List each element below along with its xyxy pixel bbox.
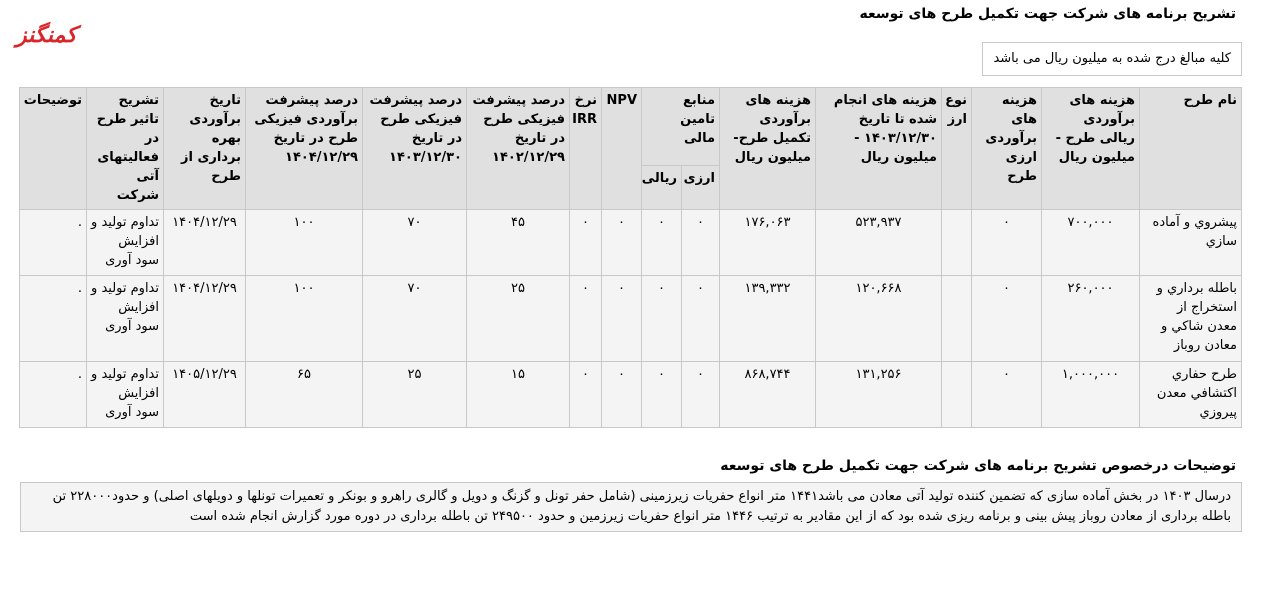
header-funding-fx: ارزی [682,166,720,210]
cell-progress-1402: ۱۵ [467,362,570,428]
cell-rial-cost: ۷۰۰,۰۰۰ [1042,210,1140,276]
cell-npv: ۰ [602,210,642,276]
header-notes: توضیحات [20,88,87,210]
header-progress-1402: درصد پیشرفت فیزیکی طرح در تاریخ ۱۴۰۲/۱۲/۲۹ [467,88,570,210]
cell-operation-date: ۱۴۰۴/۱۲/۲۹ [164,276,246,362]
cell-remaining: ۸۶۸,۷۴۴ [720,362,816,428]
cell-operation-date: ۱۴۰۵/۱۲/۲۹ [164,362,246,428]
header-progress-1403: درصد پیشرفت فیزیکی طرح در تاریخ ۱۴۰۳/۱۲/۳۰ [363,88,467,210]
table-row [20,362,1242,428]
cell-funding-fx: ۰ [682,210,720,276]
header-progress-1404: درصد پیشرفت برآوردی فیزیکی طرح در تاریخ ۱۴۰۴/۱۲/۲۹ [246,88,363,210]
cell-irr: ۰ [570,210,602,276]
cell-fx-type [942,276,972,362]
cell-progress-1403: ۷۰ [363,276,467,362]
company-logo: کمنگنز [16,22,77,48]
cell-spent: ۱۲۰,۶۶۸ [816,276,942,362]
cell-progress-1402: ۴۵ [467,210,570,276]
cell-funding-fx: ۰ [682,362,720,428]
header-fx-cost: هزینه های برآوردی ارزی طرح [972,88,1042,210]
header-npv: NPV [602,88,642,210]
cell-spent: ۵۲۳,۹۳۷ [816,210,942,276]
header-rial-cost: هزینه های برآوردی ریالی طرح - میلیون ریال [1042,88,1140,210]
cell-operation-date: ۱۴۰۴/۱۲/۲۹ [164,210,246,276]
header-fx-type: نوع ارز [942,88,972,210]
cell-rial-cost: ۱,۰۰۰,۰۰۰ [1042,362,1140,428]
cell-irr: ۰ [570,276,602,362]
cell-notes: . [20,276,87,362]
header-irr: نرخ IRR [570,88,602,210]
notes-title: توضیحات درخصوص تشریح برنامه های شرکت جهت تکمیل طرح های توسعه [720,458,1236,474]
cell-fx-cost: ۰ [972,362,1042,428]
cell-impact: تداوم تولید و افزایش سود آوری [87,362,164,428]
page-title: تشریح برنامه های شرکت جهت تکمیل طرح های توسعه [859,6,1236,22]
cell-impact: تداوم تولید و افزایش سود آوری [87,210,164,276]
cell-funding-rial: ۰ [642,276,682,362]
table-row [20,210,1242,276]
cell-npv: ۰ [602,276,642,362]
cell-progress-1403: ۲۵ [363,362,467,428]
development-plans-table [19,87,1242,428]
cell-npv: ۰ [602,362,642,428]
cell-fx-type [942,362,972,428]
cell-funding-fx: ۰ [682,276,720,362]
header-funding: منابع تامین مالی [642,88,720,166]
cell-fx-type [942,210,972,276]
header-impact: تشریح تاثیر طرح در فعالیتهای آتی شرکت [87,88,164,210]
cell-remaining: ۱۷۶,۰۶۳ [720,210,816,276]
cell-irr: ۰ [570,362,602,428]
notes-text: درسال ۱۴۰۳ در بخش آماده سازی که تضمین کننده تولید آتی معادن می باشد۱۴۴۱ متر انواع حفریات زیرزمینی (شامل حفر تونل و گزنگ و دویل و گالری راهرو و بونکر و تعمیرات تونلها و دویلهای اصلی) و حدود۲۲۸۰۰۰ تن باطله برداری از معادن روباز پیش بینی و برنامه ریزی شده بود که از این مقادیر به ترتیب ۱۴۴۶ متر انواع حفریات زیرزمین و حدود ۲۴۹۵۰۰ تن باطله برداری در دوره مورد گزارش انجام شده است [20,482,1242,532]
header-remaining: هزینه های برآوردی تکمیل طرح- میلیون ریال [720,88,816,210]
cell-impact: تداوم تولید و افزایش سود آوری [87,276,164,362]
header-funding-rial: ریالی [642,166,682,210]
header-spent: هزینه های انجام شده تا تاریخ ۱۴۰۳/۱۲/۳۰ - میلیون ریال [816,88,942,210]
header-name: نام طرح [1140,88,1242,210]
cell-progress-1403: ۷۰ [363,210,467,276]
cell-notes: . [20,362,87,428]
cell-funding-rial: ۰ [642,362,682,428]
cell-fx-cost: ۰ [972,276,1042,362]
cell-progress-1404: ۶۵ [246,362,363,428]
cell-name: باطله برداري و استخراج از معدن شاكي و معادن روباز [1140,276,1242,362]
cell-remaining: ۱۳۹,۳۳۲ [720,276,816,362]
cell-name: پیشروي و آماده سازي [1140,210,1242,276]
header-operation-date: تاریخ برآوردی بهره برداری از طرح [164,88,246,210]
cell-progress-1404: ۱۰۰ [246,210,363,276]
cell-name: طرح حفاري اكتشافي معدن پيروزي [1140,362,1242,428]
cell-notes: . [20,210,87,276]
cell-spent: ۱۳۱,۲۵۶ [816,362,942,428]
cell-progress-1404: ۱۰۰ [246,276,363,362]
unit-note: کلیه مبالغ درج شده به میلیون ریال می باشد [982,42,1242,76]
cell-fx-cost: ۰ [972,210,1042,276]
table-row [20,276,1242,362]
cell-progress-1402: ۲۵ [467,276,570,362]
cell-funding-rial: ۰ [642,210,682,276]
cell-rial-cost: ۲۶۰,۰۰۰ [1042,276,1140,362]
